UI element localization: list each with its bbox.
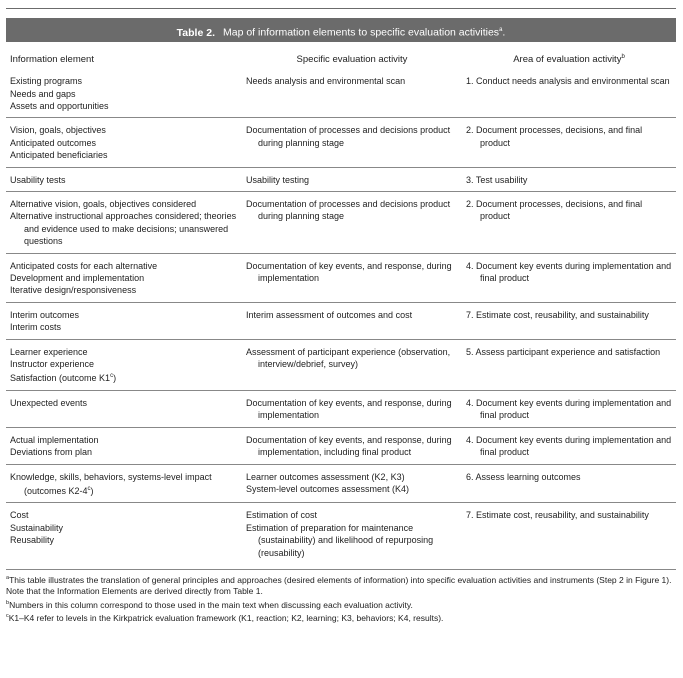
- information-element-cell: [6, 118, 242, 167]
- information-element-cell-line: Vision, goals, objectives: [10, 125, 106, 136]
- evaluation-activity-cell-line: Estimation of preparation for maintenance (sustainability) and likelihood of repurposing (reusability): [246, 522, 434, 558]
- evaluation-activity-cell: [242, 390, 462, 427]
- evaluation-area-cell-line: 7. Estimate cost, reusability, and sustainability: [466, 510, 649, 521]
- information-element-cell-line: Anticipated beneficiaries: [10, 150, 108, 161]
- information-element-cell-line: Alternative instructional approaches considered; theories and evidence used to make decisions; unanswered questions: [10, 211, 237, 247]
- table-title: Map of information elements to specific evaluation activities: [223, 26, 500, 39]
- information-element-cell-line: Sustainability: [10, 522, 64, 533]
- table-label: Table 2.: [176, 26, 215, 39]
- evaluation-activity-cell: [242, 464, 462, 503]
- information-element-cell-line: Alternative vision, goals, objectives considered: [10, 199, 197, 209]
- evaluation-area-cell: [462, 427, 676, 464]
- evaluation-area-cell-line: 2. Document processes, decisions, and final product: [466, 125, 643, 148]
- footnote: [6, 598, 676, 611]
- evaluation-activity-cell-line: Assessment of participant experience (observation, interview/debrief, survey): [246, 346, 451, 370]
- top-rule: [6, 8, 676, 9]
- information-element-cell: [6, 253, 242, 302]
- footnote: [6, 573, 676, 598]
- information-element-cell-line: Cost: [10, 510, 29, 521]
- information-element-cell: [6, 390, 242, 427]
- evaluation-activity-cell-line: Usability testing: [246, 174, 310, 185]
- evaluation-area-cell: [462, 75, 676, 118]
- information-element-cell-line: Anticipated outcomes: [10, 137, 97, 148]
- evaluation-area-cell: [462, 253, 676, 302]
- evaluation-area-cell-line: 4. Document key events during implementation and final product: [466, 434, 672, 458]
- information-element-cell-line: Interim outcomes: [10, 309, 80, 320]
- information-element-cell: [6, 167, 242, 191]
- evaluation-activity-cell: [242, 192, 462, 254]
- evaluation-activity-cell-line: Documentation of key events, and response, during implementation, including final product: [246, 434, 452, 458]
- evaluation-area-cell-line: 3. Test usability: [466, 174, 528, 185]
- table-row: [6, 503, 676, 570]
- evaluation-activity-cell-line: Interim assessment of outcomes and cost: [246, 309, 413, 320]
- header-area-of-activity: Area of evaluation activity$^b$: [513, 54, 625, 66]
- information-element-cell-line: Usability tests: [10, 174, 66, 185]
- header-specific-activity: Specific evaluation activity: [296, 54, 408, 65]
- evaluation-area-cell-line: 1. Conduct needs analysis and environmental scan: [466, 76, 670, 87]
- evaluation-area-cell: [462, 302, 676, 339]
- evaluation-activity-cell: [242, 302, 462, 339]
- table-row: [6, 75, 676, 118]
- information-element-cell-line: Needs and gaps: [10, 88, 76, 99]
- header-information-element: Information element: [10, 54, 94, 65]
- information-element-cell: [6, 192, 242, 254]
- information-element-cell: [6, 302, 242, 339]
- table-row: [6, 253, 676, 302]
- evaluation-area-cell: [462, 118, 676, 167]
- evaluation-area-cell: [462, 167, 676, 191]
- evaluation-activity-cell: [242, 503, 462, 570]
- information-element-cell-line: Learner experience: [10, 346, 88, 357]
- information-element-cell-line: Existing programs: [10, 76, 83, 87]
- table-row: [6, 302, 676, 339]
- footnote-mark: a: [6, 574, 10, 581]
- table-row: [6, 118, 676, 167]
- evaluation-activity-cell-line: Documentation of processes and decisions product during planning stage: [246, 125, 451, 148]
- evaluation-area-cell-line: 5. Assess participant experience and satisfaction: [466, 346, 661, 357]
- evaluation-area-cell: [462, 339, 676, 390]
- information-element-cell-line: Assets and opportunities: [10, 100, 109, 111]
- information-element-cell: [6, 427, 242, 464]
- table-row: [6, 390, 676, 427]
- evaluation-area-cell-line: 4. Document key events during implementation and final product: [466, 397, 672, 421]
- information-element-cell: [6, 464, 242, 503]
- information-element-cell: [6, 503, 242, 570]
- footnote-text: Numbers in this column correspond to those used in the main text when discussing each evaluation activity.: [9, 599, 413, 610]
- information-element-cell: [6, 75, 242, 118]
- evaluation-area-cell-line: 4. Document key events during implementation and final product: [466, 260, 672, 284]
- footnote-mark: b: [6, 599, 10, 606]
- information-element-cell-line: Interim costs: [10, 322, 62, 333]
- evaluation-activity-cell-line: Needs analysis and environmental scan: [246, 76, 406, 87]
- table-title-bar: Table 2. Map of information elements to specific evaluation activities$^a$.: [6, 18, 676, 42]
- evaluation-activity-cell-line: Learner outcomes assessment (K2, K3): [246, 471, 405, 482]
- evaluation-map-table: [6, 54, 676, 570]
- information-element-cell-line: Development and implementation: [10, 273, 145, 284]
- information-element-cell: [6, 339, 242, 390]
- table-row: [6, 167, 676, 191]
- table-row: [6, 192, 676, 254]
- information-element-cell-line: Satisfaction (outcome K1$^c$): [10, 373, 117, 384]
- information-element-cell-line: Instructor experience: [10, 359, 95, 370]
- evaluation-activity-cell: [242, 339, 462, 390]
- evaluation-activity-cell-line: Documentation of processes and decisions product during planning stage: [246, 199, 451, 222]
- evaluation-activity-cell: [242, 118, 462, 167]
- footnotes: [6, 573, 676, 624]
- information-element-cell-line: Actual implementation: [10, 434, 99, 445]
- table-figure: [6, 8, 676, 624]
- table-body: [6, 75, 676, 569]
- footnote-text: This table illustrates the translation of general principles and approaches (desired elements of information) into specific evaluation activities and instruments (Step 2 in Figure 1). Note that the Information Elements are derived directly from Table 1.: [6, 574, 672, 597]
- table-row: [6, 427, 676, 464]
- footnote-text: K1–K4 refer to levels in the Kirkpatrick evaluation framework (K1, reaction; K2, learning; K3, behaviors; K4, results).: [8, 612, 444, 623]
- evaluation-activity-cell: [242, 427, 462, 464]
- evaluation-activity-cell-line: System-level outcomes assessment (K4): [246, 483, 410, 494]
- evaluation-area-cell: [462, 192, 676, 254]
- information-element-cell-line: Knowledge, skills, behaviors, systems-level impact (outcomes K2-4$^c$): [10, 471, 212, 496]
- evaluation-activity-cell: [242, 253, 462, 302]
- evaluation-activity-cell: [242, 167, 462, 191]
- title-footnote-mark: a: [499, 27, 503, 33]
- table-row: [6, 339, 676, 390]
- information-element-cell-line: Iterative design/responsiveness: [10, 285, 137, 296]
- evaluation-activity-cell-line: Documentation of key events, and response, during implementation: [246, 397, 452, 421]
- information-element-cell-line: Deviations from plan: [10, 447, 93, 458]
- evaluation-area-cell-line: 6. Assess learning outcomes: [466, 471, 581, 482]
- table-header-row: [6, 54, 676, 75]
- evaluation-activity-cell: [242, 75, 462, 118]
- evaluation-area-cell-line: 2. Document processes, decisions, and final product: [466, 199, 643, 222]
- evaluation-activity-cell-line: Documentation of key events, and response, during implementation: [246, 260, 452, 284]
- footnote: [6, 611, 676, 624]
- table-row: [6, 464, 676, 503]
- evaluation-area-cell: [462, 503, 676, 570]
- information-element-cell-line: Unexpected events: [10, 397, 88, 408]
- footnote-mark: c: [6, 613, 9, 620]
- evaluation-area-cell: [462, 464, 676, 503]
- evaluation-area-cell-line: 7. Estimate cost, reusability, and sustainability: [466, 309, 649, 320]
- evaluation-activity-cell-line: Estimation of cost: [246, 510, 318, 521]
- information-element-cell-line: Anticipated costs for each alternative: [10, 260, 158, 271]
- information-element-cell-line: Reusability: [10, 535, 55, 546]
- evaluation-area-cell: [462, 390, 676, 427]
